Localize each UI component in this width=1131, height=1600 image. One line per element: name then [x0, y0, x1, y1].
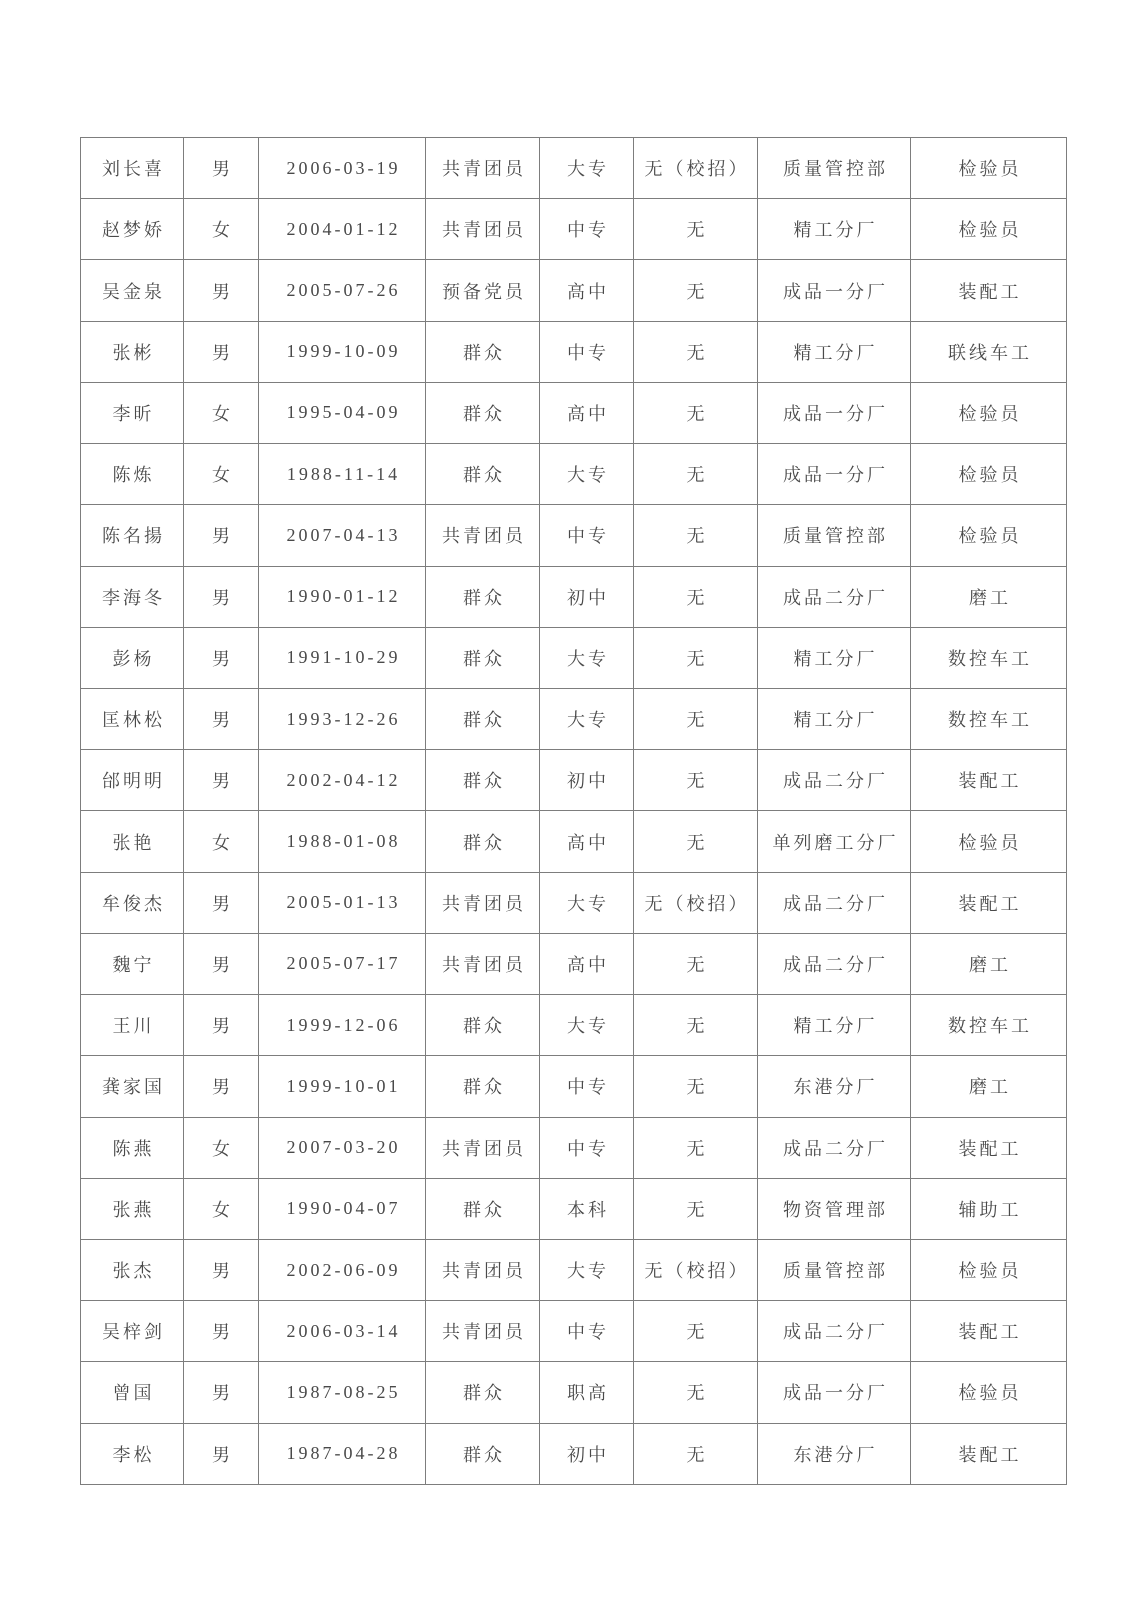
table-row — [81, 505, 1067, 566]
cell-name: 龚家国 — [81, 1056, 184, 1117]
cell-political-status: 共青团员 — [426, 1239, 540, 1300]
cell-name: 吴金泉 — [81, 260, 184, 321]
cell-education: 高中 — [540, 260, 634, 321]
cell-political-status: 共青团员 — [426, 933, 540, 994]
cell-name: 魏宁 — [81, 933, 184, 994]
cell-position: 检验员 — [911, 382, 1067, 443]
cell-gender: 女 — [184, 382, 259, 443]
cell-political-status: 群众 — [426, 811, 540, 872]
cell-birth-date: 1999-10-01 — [259, 1056, 426, 1117]
cell-department: 成品二分厂 — [758, 1301, 911, 1362]
cell-position: 联线车工 — [911, 321, 1067, 382]
cell-recruitment-note: 无 — [634, 566, 758, 627]
cell-education: 初中 — [540, 750, 634, 811]
cell-birth-date: 1999-10-09 — [259, 321, 426, 382]
table-row — [81, 688, 1067, 749]
cell-department: 质量管控部 — [758, 138, 911, 199]
cell-birth-date: 2002-06-09 — [259, 1239, 426, 1300]
cell-political-status: 群众 — [426, 1056, 540, 1117]
cell-department: 精工分厂 — [758, 199, 911, 260]
cell-recruitment-note: 无 — [634, 750, 758, 811]
cell-name: 牟俊杰 — [81, 872, 184, 933]
cell-recruitment-note: 无（校招） — [634, 872, 758, 933]
cell-position: 检验员 — [911, 199, 1067, 260]
cell-birth-date: 2006-03-19 — [259, 138, 426, 199]
cell-birth-date: 1988-01-08 — [259, 811, 426, 872]
cell-position: 装配工 — [911, 1423, 1067, 1484]
cell-position: 检验员 — [911, 1239, 1067, 1300]
cell-position: 检验员 — [911, 444, 1067, 505]
cell-recruitment-note: 无 — [634, 811, 758, 872]
table-row — [81, 1117, 1067, 1178]
cell-recruitment-note: 无 — [634, 1117, 758, 1178]
cell-recruitment-note: 无 — [634, 321, 758, 382]
cell-education: 职高 — [540, 1362, 634, 1423]
cell-birth-date: 1987-08-25 — [259, 1362, 426, 1423]
table-row — [81, 1423, 1067, 1484]
cell-recruitment-note: 无 — [634, 382, 758, 443]
cell-recruitment-note: 无 — [634, 1362, 758, 1423]
cell-name: 张艳 — [81, 811, 184, 872]
cell-birth-date: 1990-01-12 — [259, 566, 426, 627]
cell-name: 邰明明 — [81, 750, 184, 811]
cell-name: 匡林松 — [81, 688, 184, 749]
cell-education: 本科 — [540, 1178, 634, 1239]
cell-political-status: 群众 — [426, 444, 540, 505]
cell-department: 质量管控部 — [758, 1239, 911, 1300]
cell-political-status: 群众 — [426, 688, 540, 749]
cell-birth-date: 2007-03-20 — [259, 1117, 426, 1178]
cell-department: 成品二分厂 — [758, 566, 911, 627]
cell-political-status: 群众 — [426, 382, 540, 443]
cell-recruitment-note: 无 — [634, 1056, 758, 1117]
cell-education: 高中 — [540, 382, 634, 443]
table-row — [81, 382, 1067, 443]
cell-position: 装配工 — [911, 750, 1067, 811]
table-row — [81, 811, 1067, 872]
cell-recruitment-note: 无 — [634, 1301, 758, 1362]
cell-position: 检验员 — [911, 811, 1067, 872]
cell-education: 初中 — [540, 1423, 634, 1484]
cell-education: 中专 — [540, 505, 634, 566]
cell-recruitment-note: 无 — [634, 444, 758, 505]
cell-recruitment-note: 无 — [634, 933, 758, 994]
cell-name: 李松 — [81, 1423, 184, 1484]
cell-education: 中专 — [540, 1301, 634, 1362]
table-row — [81, 1301, 1067, 1362]
table-row — [81, 872, 1067, 933]
cell-department: 成品一分厂 — [758, 444, 911, 505]
cell-position: 检验员 — [911, 138, 1067, 199]
cell-education: 中专 — [540, 199, 634, 260]
cell-birth-date: 2005-07-17 — [259, 933, 426, 994]
cell-birth-date: 1990-04-07 — [259, 1178, 426, 1239]
cell-gender: 男 — [184, 1362, 259, 1423]
cell-education: 大专 — [540, 872, 634, 933]
cell-name: 王川 — [81, 995, 184, 1056]
cell-education: 中专 — [540, 321, 634, 382]
cell-department: 成品二分厂 — [758, 1117, 911, 1178]
table-row — [81, 627, 1067, 688]
cell-name: 张杰 — [81, 1239, 184, 1300]
cell-department: 精工分厂 — [758, 995, 911, 1056]
cell-education: 大专 — [540, 138, 634, 199]
cell-name: 刘长喜 — [81, 138, 184, 199]
cell-recruitment-note: 无 — [634, 688, 758, 749]
cell-gender: 女 — [184, 811, 259, 872]
cell-gender: 男 — [184, 933, 259, 994]
cell-political-status: 共青团员 — [426, 1117, 540, 1178]
cell-education: 大专 — [540, 1239, 634, 1300]
cell-name: 陈名揚 — [81, 505, 184, 566]
cell-political-status: 群众 — [426, 1178, 540, 1239]
cell-birth-date: 2005-07-26 — [259, 260, 426, 321]
cell-political-status: 群众 — [426, 1423, 540, 1484]
cell-birth-date: 2002-04-12 — [259, 750, 426, 811]
cell-department: 成品一分厂 — [758, 1362, 911, 1423]
cell-gender: 男 — [184, 1423, 259, 1484]
personnel-table — [80, 137, 1067, 1485]
cell-education: 高中 — [540, 933, 634, 994]
cell-gender: 男 — [184, 566, 259, 627]
cell-birth-date: 2006-03-14 — [259, 1301, 426, 1362]
cell-department: 成品二分厂 — [758, 750, 911, 811]
cell-gender: 男 — [184, 260, 259, 321]
cell-education: 大专 — [540, 688, 634, 749]
cell-name: 吴梓剑 — [81, 1301, 184, 1362]
cell-department: 单列磨工分厂 — [758, 811, 911, 872]
cell-position: 数控车工 — [911, 688, 1067, 749]
cell-department: 精工分厂 — [758, 321, 911, 382]
cell-position: 装配工 — [911, 1117, 1067, 1178]
cell-department: 精工分厂 — [758, 688, 911, 749]
cell-birth-date: 1993-12-26 — [259, 688, 426, 749]
cell-name: 李海冬 — [81, 566, 184, 627]
cell-education: 大专 — [540, 627, 634, 688]
cell-name: 李昕 — [81, 382, 184, 443]
cell-position: 数控车工 — [911, 627, 1067, 688]
cell-recruitment-note: 无 — [634, 260, 758, 321]
cell-name: 彭杨 — [81, 627, 184, 688]
cell-name: 赵梦娇 — [81, 199, 184, 260]
table-row — [81, 260, 1067, 321]
cell-position: 磨工 — [911, 1056, 1067, 1117]
cell-gender: 男 — [184, 321, 259, 382]
cell-gender: 男 — [184, 750, 259, 811]
table-row — [81, 933, 1067, 994]
cell-position: 装配工 — [911, 872, 1067, 933]
table-row — [81, 199, 1067, 260]
cell-gender: 男 — [184, 688, 259, 749]
cell-political-status: 共青团员 — [426, 138, 540, 199]
cell-birth-date: 1988-11-14 — [259, 444, 426, 505]
cell-political-status: 共青团员 — [426, 505, 540, 566]
cell-political-status: 共青团员 — [426, 1301, 540, 1362]
cell-gender: 男 — [184, 872, 259, 933]
cell-political-status: 群众 — [426, 995, 540, 1056]
cell-political-status: 群众 — [426, 566, 540, 627]
cell-birth-date: 2005-01-13 — [259, 872, 426, 933]
cell-birth-date: 1991-10-29 — [259, 627, 426, 688]
cell-recruitment-note: 无 — [634, 627, 758, 688]
table-row — [81, 138, 1067, 199]
cell-birth-date: 2007-04-13 — [259, 505, 426, 566]
cell-political-status: 预备党员 — [426, 260, 540, 321]
cell-name: 曾国 — [81, 1362, 184, 1423]
cell-position: 磨工 — [911, 933, 1067, 994]
cell-education: 大专 — [540, 444, 634, 505]
cell-political-status: 共青团员 — [426, 199, 540, 260]
cell-recruitment-note: 无 — [634, 1423, 758, 1484]
cell-gender: 女 — [184, 1117, 259, 1178]
cell-position: 装配工 — [911, 1301, 1067, 1362]
cell-gender: 男 — [184, 1301, 259, 1362]
cell-gender: 男 — [184, 505, 259, 566]
cell-name: 陈燕 — [81, 1117, 184, 1178]
cell-department: 东港分厂 — [758, 1423, 911, 1484]
cell-gender: 男 — [184, 138, 259, 199]
cell-gender: 女 — [184, 444, 259, 505]
cell-recruitment-note: 无 — [634, 505, 758, 566]
cell-gender: 男 — [184, 627, 259, 688]
cell-position: 检验员 — [911, 1362, 1067, 1423]
table-row — [81, 995, 1067, 1056]
cell-recruitment-note: 无 — [634, 199, 758, 260]
cell-political-status: 共青团员 — [426, 872, 540, 933]
cell-name: 张燕 — [81, 1178, 184, 1239]
table-row — [81, 1178, 1067, 1239]
cell-gender: 女 — [184, 1178, 259, 1239]
table-row — [81, 1239, 1067, 1300]
cell-gender: 女 — [184, 199, 259, 260]
cell-department: 成品二分厂 — [758, 872, 911, 933]
cell-position: 辅助工 — [911, 1178, 1067, 1239]
cell-birth-date: 1987-04-28 — [259, 1423, 426, 1484]
cell-political-status: 群众 — [426, 627, 540, 688]
cell-department: 成品一分厂 — [758, 260, 911, 321]
cell-department: 精工分厂 — [758, 627, 911, 688]
cell-birth-date: 1999-12-06 — [259, 995, 426, 1056]
cell-position: 检验员 — [911, 505, 1067, 566]
table-row — [81, 444, 1067, 505]
cell-political-status: 群众 — [426, 1362, 540, 1423]
table-row — [81, 1056, 1067, 1117]
cell-education: 大专 — [540, 995, 634, 1056]
cell-birth-date: 1995-04-09 — [259, 382, 426, 443]
cell-gender: 男 — [184, 1056, 259, 1117]
cell-department: 物资管理部 — [758, 1178, 911, 1239]
cell-education: 中专 — [540, 1056, 634, 1117]
table-row — [81, 1362, 1067, 1423]
cell-name: 张彬 — [81, 321, 184, 382]
cell-political-status: 群众 — [426, 750, 540, 811]
cell-department: 东港分厂 — [758, 1056, 911, 1117]
cell-recruitment-note: 无（校招） — [634, 1239, 758, 1300]
cell-position: 装配工 — [911, 260, 1067, 321]
cell-gender: 男 — [184, 995, 259, 1056]
cell-name: 陈炼 — [81, 444, 184, 505]
table-row — [81, 750, 1067, 811]
table-row — [81, 566, 1067, 627]
cell-department: 质量管控部 — [758, 505, 911, 566]
cell-gender: 男 — [184, 1239, 259, 1300]
cell-education: 中专 — [540, 1117, 634, 1178]
cell-political-status: 群众 — [426, 321, 540, 382]
cell-department: 成品一分厂 — [758, 382, 911, 443]
table-row — [81, 321, 1067, 382]
cell-education: 初中 — [540, 566, 634, 627]
cell-recruitment-note: 无 — [634, 995, 758, 1056]
cell-recruitment-note: 无 — [634, 1178, 758, 1239]
cell-position: 磨工 — [911, 566, 1067, 627]
cell-department: 成品二分厂 — [758, 933, 911, 994]
cell-birth-date: 2004-01-12 — [259, 199, 426, 260]
cell-recruitment-note: 无（校招） — [634, 138, 758, 199]
cell-position: 数控车工 — [911, 995, 1067, 1056]
table-body — [81, 138, 1067, 1485]
cell-education: 高中 — [540, 811, 634, 872]
